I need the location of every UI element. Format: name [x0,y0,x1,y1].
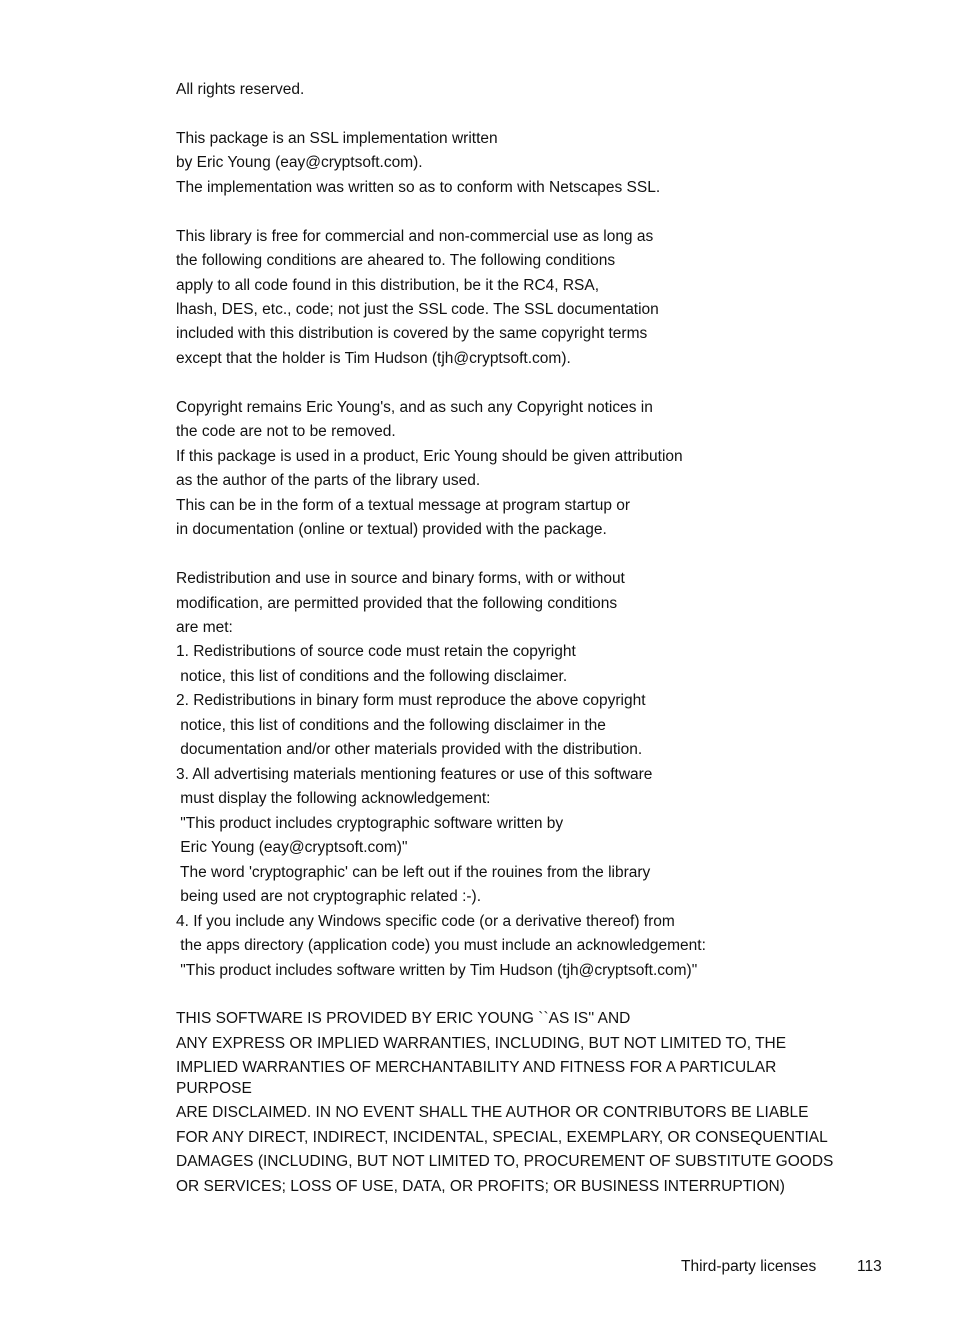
text-line: the apps directory (application code) you must include an acknowledgement: [176,937,706,954]
page-number: 113 [857,1258,882,1275]
text-line: being used are not cryptographic related :-). [176,888,482,905]
text-line: Eric Young (eay@cryptsoft.com)" [176,839,408,856]
text-line: notice, this list of conditions and the following disclaimer. [176,668,568,685]
text-line: OR SERVICES; LOSS OF USE, DATA, OR PROFITS; OR BUSINESS INTERRUPTION) [176,1178,785,1195]
text-line: apply to all code found in this distribution, be it the RC4, RSA, [176,277,600,294]
text-line: All rights reserved. [176,81,305,98]
text-line: ARE DISCLAIMED. IN NO EVENT SHALL THE AUTHOR OR CONTRIBUTORS BE LIABLE [176,1104,809,1121]
text-line: in documentation (online or textual) provided with the package. [176,521,607,538]
text-line: 4. If you include any Windows specific code (or a derivative thereof) from [176,913,675,930]
text-line: the code are not to be removed. [176,423,396,440]
text-line: This package is an SSL implementation written [176,130,498,147]
text-line: modification, are permitted provided that the following conditions [176,595,618,612]
text-line: 2. Redistributions in binary form must reproduce the above copyright [176,692,646,709]
text-line: This library is free for commercial and non-commercial use as long as [176,228,654,245]
text-line: IMPLIED WARRANTIES OF MERCHANTABILITY AND FITNESS FOR A PARTICULAR [176,1059,777,1076]
text-line: "This product includes cryptographic software written by [176,815,564,832]
text-line: lhash, DES, etc., code; not just the SSL code. The SSL documentation [176,301,659,318]
text-line: the following conditions are aheared to. The following conditions [176,252,616,269]
text-line: PURPOSE [176,1080,252,1097]
text-line: by Eric Young (eay@cryptsoft.com). [176,154,423,171]
text-line: as the author of the parts of the library used. [176,472,481,489]
text-line: DAMAGES (INCLUDING, BUT NOT LIMITED TO, PROCUREMENT OF SUBSTITUTE GOODS [176,1153,834,1170]
text-line: "This product includes software written by Tim Hudson (tjh@cryptsoft.com)" [176,962,698,979]
text-line: THIS SOFTWARE IS PROVIDED BY ERIC YOUNG ``AS IS'' AND [176,1010,631,1027]
text-line: ANY EXPRESS OR IMPLIED WARRANTIES, INCLUDING, BUT NOT LIMITED TO, THE [176,1035,787,1052]
text-line: are met: [176,619,233,636]
text-line: Copyright remains Eric Young's, and as such any Copyright notices in [176,399,653,416]
text-line: notice, this list of conditions and the following disclaimer in the [176,717,606,734]
text-line: The implementation was written so as to conform with Netscapes SSL. [176,179,661,196]
text-line: Redistribution and use in source and binary forms, with or without [176,570,625,587]
text-line: If this package is used in a product, Eric Young should be given attribution [176,448,683,465]
text-line: FOR ANY DIRECT, INDIRECT, INCIDENTAL, SPECIAL, EXEMPLARY, OR CONSEQUENTIAL [176,1129,828,1146]
text-line: documentation and/or other materials provided with the distribution. [176,741,643,758]
text-line: 3. All advertising materials mentioning features or use of this software [176,766,653,783]
text-line: 1. Redistributions of source code must retain the copyright [176,643,576,660]
footer-section-title: Third-party licenses [681,1258,817,1275]
text-line: must display the following acknowledgement: [176,790,491,807]
text-line: included with this distribution is covered by the same copyright terms [176,325,648,342]
text-line: except that the holder is Tim Hudson (tjh@cryptsoft.com). [176,350,571,367]
text-line: The word 'cryptographic' can be left out if the rouines from the library [176,864,651,881]
text-line: This can be in the form of a textual message at program startup or [176,497,631,514]
